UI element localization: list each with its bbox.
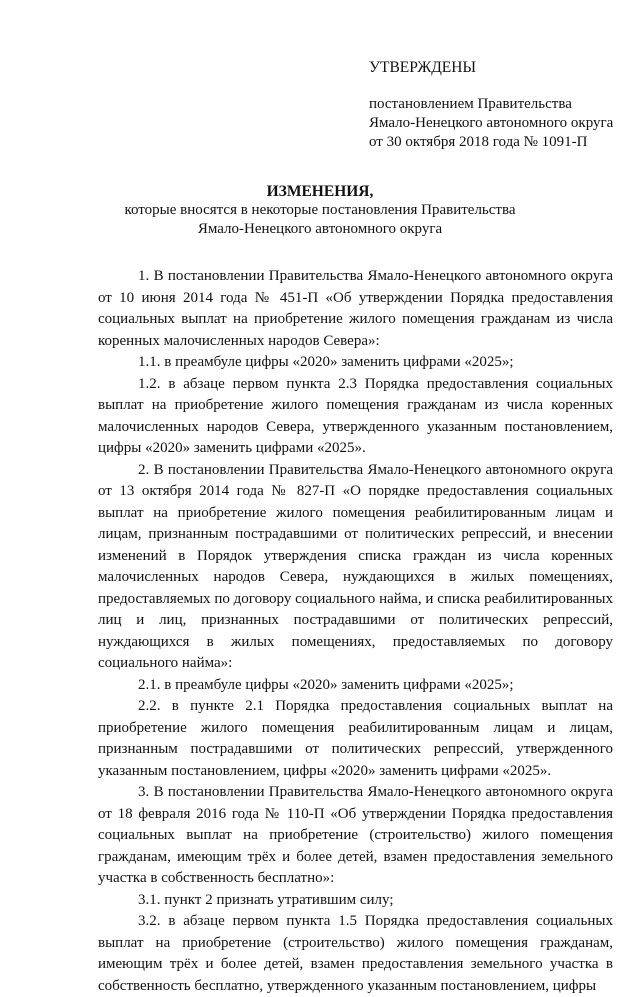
paragraph-2: 2. В постановлении Правительства Ямало-Ненецкого автономного округа от 13 октября 2014 года № 827-П «О порядке предоставления социальных выплат на приобретение жилого помещения реабилитированным лицам и лицам, признанным пострадавшими от политических репрессий, и внесении изменений в Порядок утверждения списка граждан из числа коренных малочисленных народов Севера, нуждающихся в жилых помещениях, предоставляемых по договору социального найма, и списка реабилитированных лиц и лиц, признанных пострадавшими от политических репрессий, нуждающихся в жилых помещениях, предоставляемых по договору социального найма»: <box>98 461 613 671</box>
approval-line: Ямало-Ненецкого автономного округа <box>369 115 614 131</box>
document-body <box>98 266 613 997</box>
paragraph-3-2: 3.2. в абзаце первом пункта 1.5 Порядка предоставления социальных выплат на приобретение (строительство) жилого помещения гражданам, имеющим трёх и более детей, взамен предоставления земельного участка в собственность бесплатно, утвержденного указанным постановлением, цифры <box>98 913 613 994</box>
document-subtitle-line: Ямало-Ненецкого автономного округа <box>197 221 443 237</box>
approval-line: от 30 октября 2018 года № 1091-П <box>369 134 588 150</box>
paragraph-2-1: 2.1. в преамбуле цифры «2020» заменить цифрами «2025»; <box>138 676 514 693</box>
approval-line: постановлением Правительства <box>369 96 572 112</box>
paragraph-3: 3. В постановлении Правительства Ямало-Ненецкого автономного округа от 18 февраля 2016 года № 110-П «Об утверждении Порядка предоставления социальных выплат на приобретение (строительство) жилого помещения гражданам, имеющим трёх и более детей, взамен предоставления земельного участка в собственность бесплатно»: <box>98 784 613 886</box>
paragraph-1: 1. В постановлении Правительства Ямало-Ненецкого автономного округа от 10 июня 2014 года № 451-П «Об утверждении Порядка предоставления социальных выплат на приобретение жилого помещения гражданам из числа коренных малочисленных народов Севера»: <box>98 268 613 349</box>
document-title: ИЗМЕНЕНИЯ, <box>266 183 374 200</box>
paragraph-1-1: 1.1. в преамбуле цифры «2020» заменить цифрами «2025»; <box>138 354 514 370</box>
paragraph-2-2: 2.2. в пункте 2.1 Порядка предоставления социальных выплат на приобретение жилого помещения реабилитированным лицам и лицам, признанным пострадавшими от политических репрессий, утвержденного указанным постановлением, цифры «2020» заменить цифрами «2025». <box>98 698 613 779</box>
document-subtitle-line: которые вносятся в некоторые постановления Правительства <box>124 202 516 218</box>
paragraph-1-2: 1.2. в абзаце первом пункта 2.3 Порядка предоставления социальных выплат на приобретение жилого помещения гражданам из числа коренных малочисленных народов Севера, утвержденного указанным постановлением, цифры «2020» заменить цифрами «2025». <box>98 375 613 456</box>
paragraph-3-1: 3.1. пункт 2 признать утратившим силу; <box>138 891 394 908</box>
approval-title: УТВЕРЖДЕНЫ <box>369 59 476 76</box>
